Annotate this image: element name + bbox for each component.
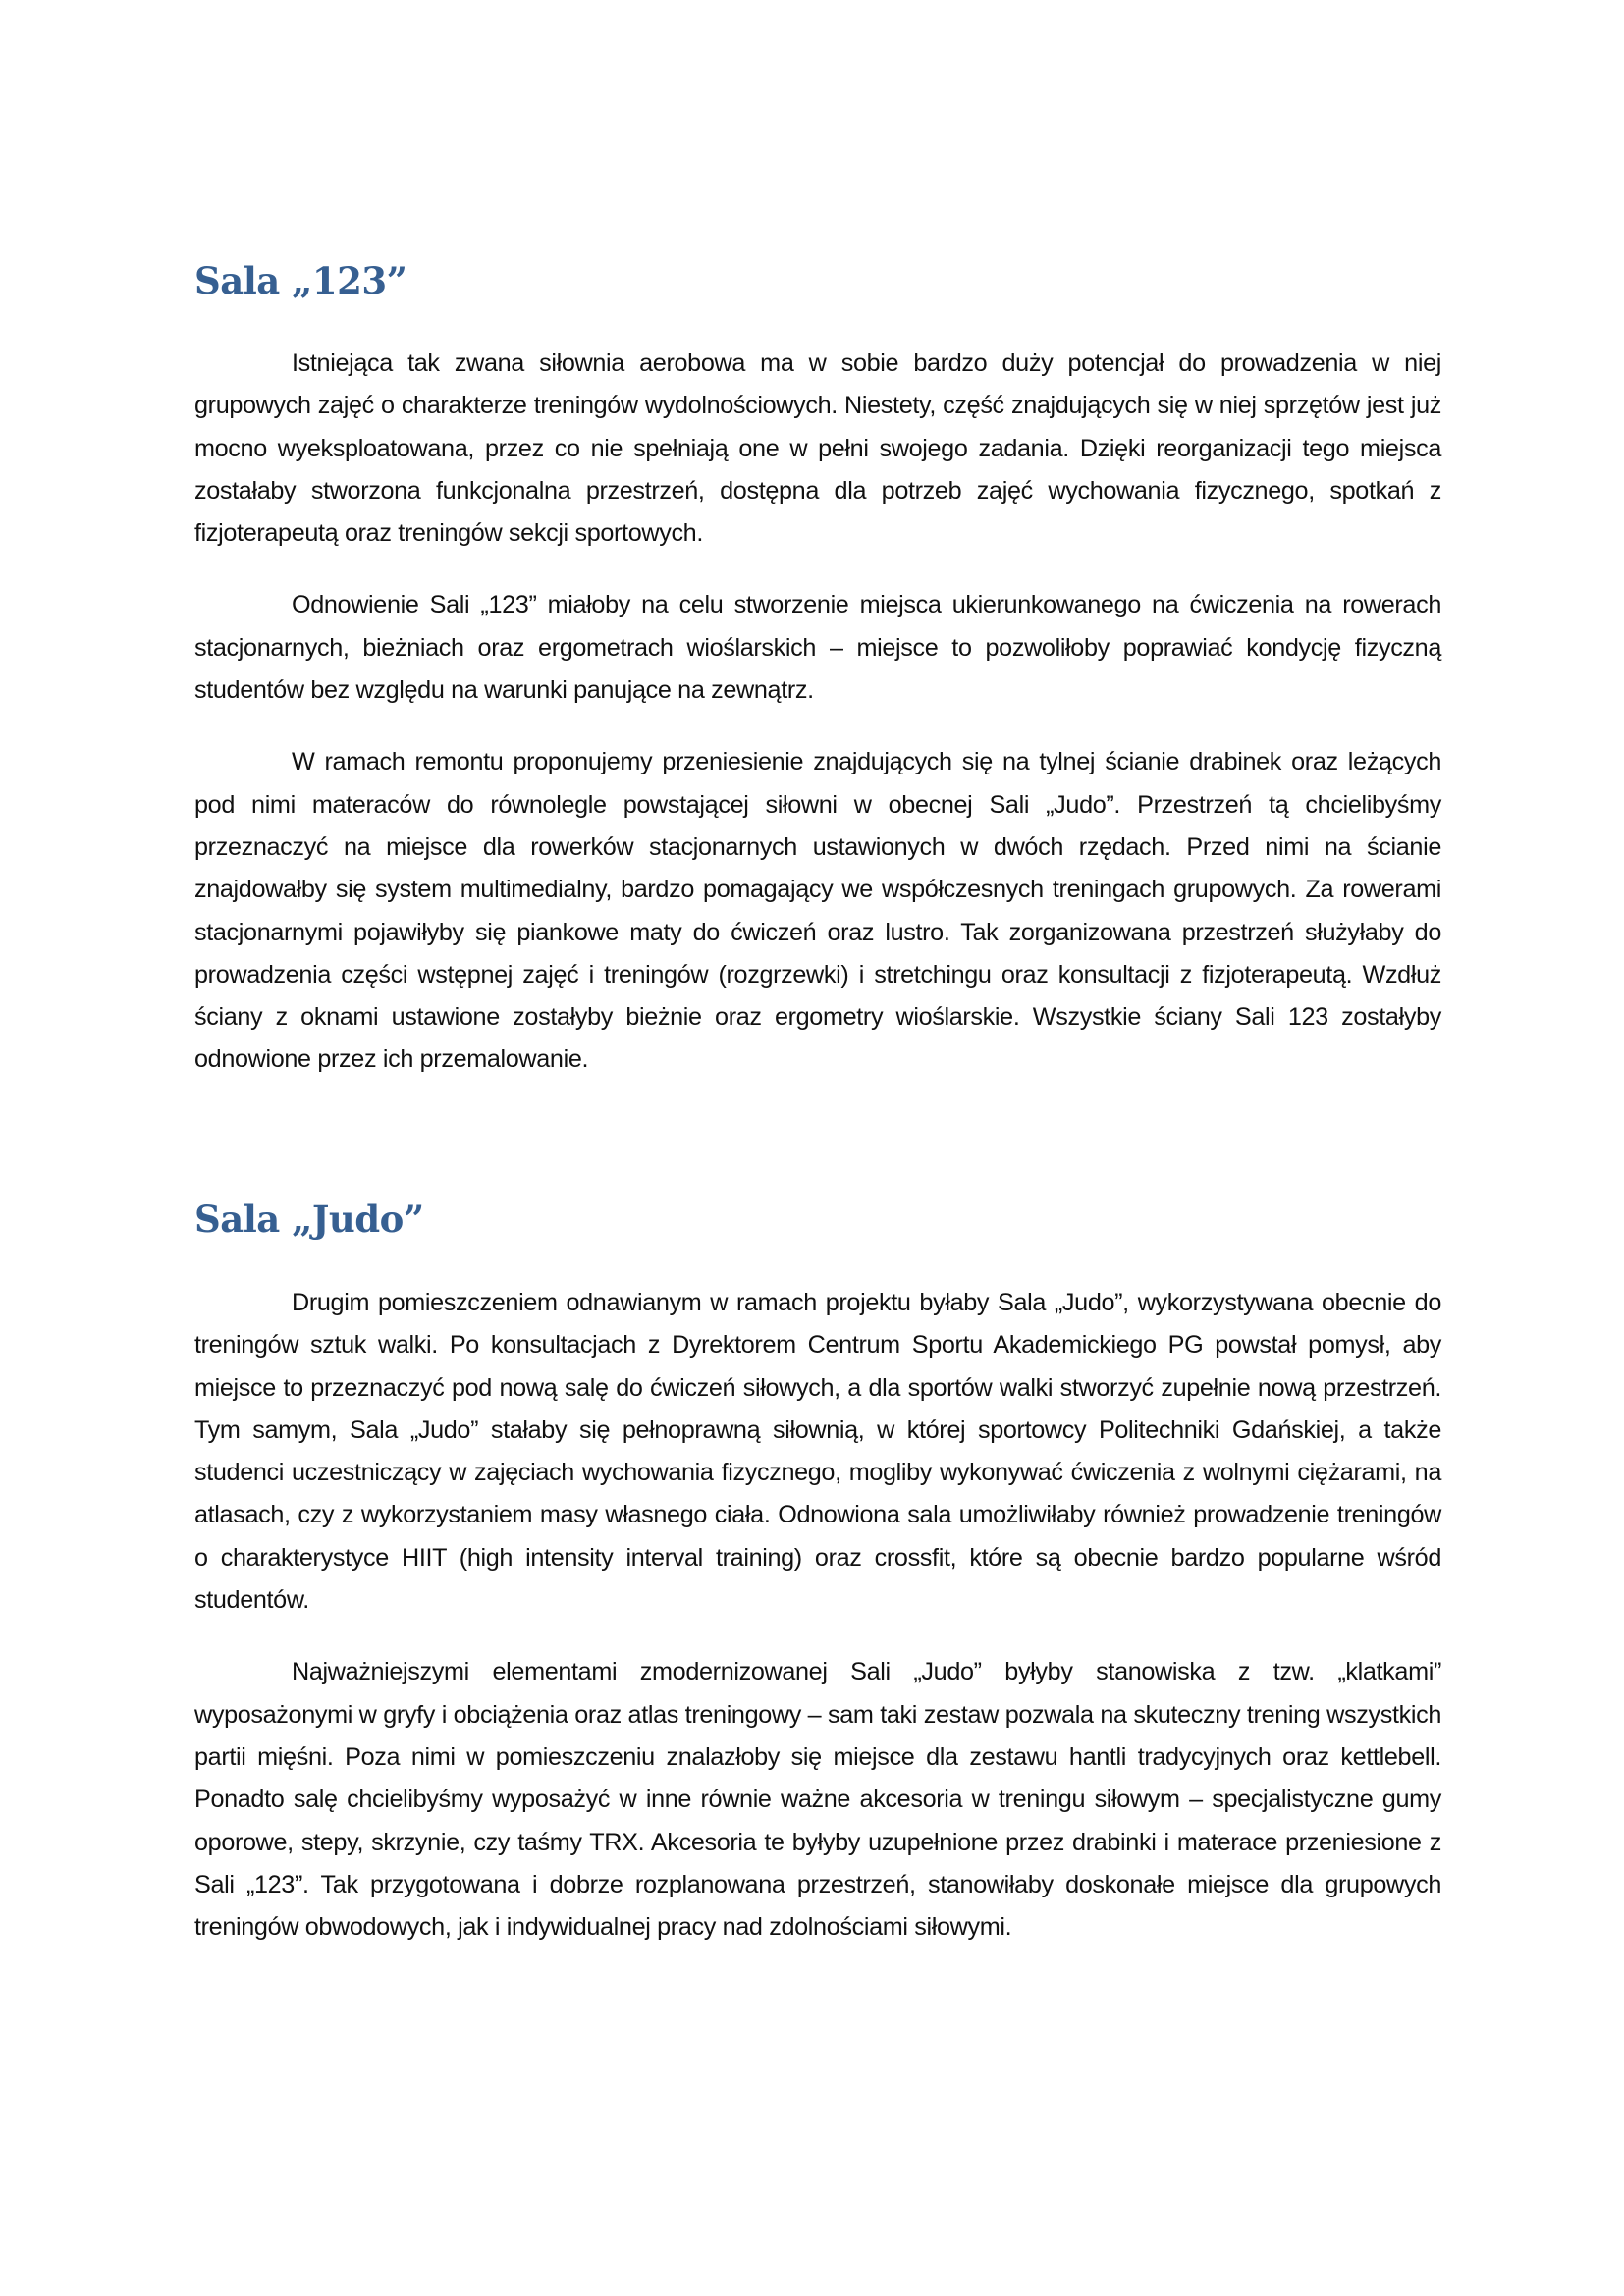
section-heading-sala-123: Sala „123” xyxy=(194,259,407,302)
section-sala-123 xyxy=(194,343,1441,1111)
paragraph: Odnowienie Sali „123” miałoby na celu stworzenie miejsca ukierunkowanego na ćwiczenia na rowerach stacjonarnych, bieżniach oraz ergometrach wioślarskich – miejsce to pozwoliłoby poprawiać kondycję fizyczną studentów bez względu na warunki panujące na zewnątrz. xyxy=(194,591,1441,705)
paragraph: Istniejąca tak zwana siłownia aerobowa ma w sobie bardzo duży potencjał do prowadzenia w niej grupowych zajęć o charakterze treningów wydolnościowych. Niestety, część znajdujących się w niej sprzętów jest już mocno wyeksploatowana, przez co nie spełniają one w pełni swojego zadania. Dzięki reorganizacji tego miejsca zostałaby stworzona funkcjonalna przestrzeń, dostępna dla potrzeb zajęć wychowania fizycznego, spotkań z fizjoterapeutą oraz treningów sekcji sportowych. xyxy=(194,349,1441,548)
section-sala-judo xyxy=(194,1282,1441,1978)
paragraph: W ramach remontu proponujemy przeniesienie znajdujących się na tylnej ścianie drabinek oraz leżących pod nimi materaców do równolegle powstającej siłowni w obecnej Sali „Judo”. Przestrzeń tą chcielibyśmy przeznaczyć na miejsce dla rowerków stacjonarnych ustawionych w dwóch rzędach. Przed nimi na ścianie znajdowałby się system multimedialny, bardzo pomagający we współczesnych treningach grupowych. Za rowerami stacjonarnymi pojawiłyby się piankowe maty do ćwiczeń oraz lustro. Tak zorganizowana przestrzeń służyłaby do prowadzenia części wstępnej zajęć i treningów (rozgrzewki) i stretchingu oraz konsultacji z fizjoterapeutą. Wzdłuż ściany z oknami ustawione zostałyby bieżnie oraz ergometry wioślarskie. Wszystkie ściany Sali 123 zostałyby odnowione przez ich przemalowanie. xyxy=(194,748,1441,1074)
paragraph: Najważniejszymi elementami zmodernizowanej Sali „Judo” byłyby stanowiska z tzw. „klatkami” wyposażonymi w gryfy i obciążenia oraz atlas treningowy – sam taki zestaw pozwala na skuteczny trening wszystkich partii mięśni. Poza nimi w pomieszczeniu znalazłoby się miejsce dla zestawu hantli tradycyjnych oraz kettlebell. Ponadto salę chcielibyśmy wyposażyć w inne równie ważne akcesoria w treningu siłowym – specjalistyczne gumy oporowe, stepy, skrzynie, czy taśmy TRX. Akcesoria te byłyby uzupełnione przez drabinki i materace przeniesione z Sali „123”. Tak przygotowana i dobrze rozplanowana przestrzeń, stanowiłaby doskonałe miejsce dla grupowych treningów obwodowych, jak i indywidualnej pracy nad zdolnościami siłowymi. xyxy=(194,1658,1441,1942)
paragraph: Drugim pomieszczeniem odnawianym w ramach projektu byłaby Sala „Judo”, wykorzystywana obecnie do treningów sztuk walki. Po konsultacjach z Dyrektorem Centrum Sportu Akademickiego PG powstał pomysł, aby miejsce to przeznaczyć pod nową salę do ćwiczeń siłowych, a dla sportów walki stworzyć zupełnie nową przestrzeń. Tym samym, Sala „Judo” stałaby się pełnoprawną siłownią, w której sportowcy Politechniki Gdańskiej, a także studenci uczestniczący w zajęciach wychowania fizycznego, mogliby wykonywać ćwiczenia z wolnymi ciężarami, na atlasach, czy z wykorzystaniem masy własnego ciała. Odnowiona sala umożliwiłaby również prowadzenie treningów o charakterystyce HIIT (high intensity interval training) oraz crossfit, które są obecnie bardzo popularne wśród studentów. xyxy=(194,1289,1441,1615)
section-heading-sala-judo: Sala „Judo” xyxy=(194,1198,424,1241)
